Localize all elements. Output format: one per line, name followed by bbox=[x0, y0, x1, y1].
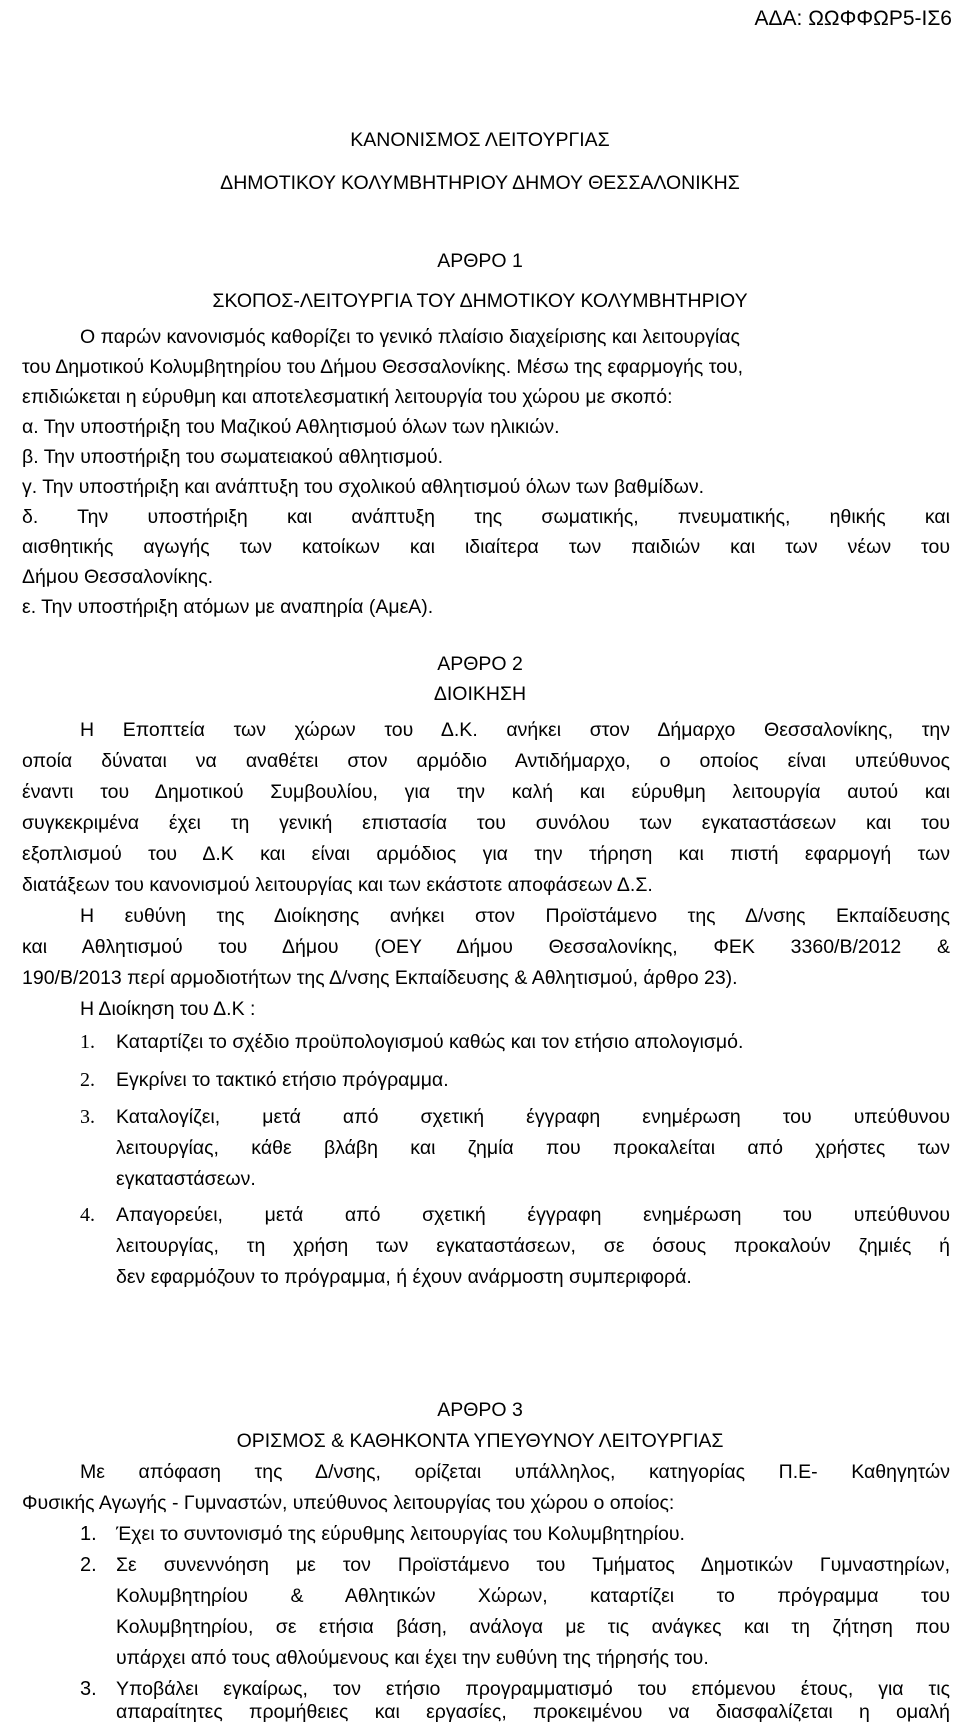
article-1-item-d: δ. Την υποστήριξη και ανάπτυξη της σωματικής, πνευματικής, ηθικής και bbox=[22, 506, 950, 528]
list-item-cont: λειτουργίας, τη χρήση των εγκαταστάσεων, σε όσους προκαλούν ζημιές ή bbox=[116, 1235, 950, 1257]
article-3-intro-line: Με απόφαση της Δ/νσης, ορίζεται υπάλληλος, κατηγορίας Π.Ε- Καθηγητών bbox=[80, 1461, 950, 1483]
list-number: 3. bbox=[80, 1106, 95, 1128]
list-item: Έχει το συντονισμό της εύρυθμης λειτουργίας του Κολυμβητηρίου. bbox=[116, 1523, 685, 1545]
article-2-admin-intro: Η Διοίκηση του Δ.Κ : bbox=[80, 998, 256, 1020]
list-item: Απαγορεύει, μετά από σχετική έγγραφη ενημέρωση του υπεύθυνου bbox=[116, 1204, 950, 1226]
article-1-item-b: β. Την υποστήριξη του σωματειακού αθλητισμού. bbox=[22, 446, 444, 468]
ada-code: ΑΔΑ: ΩΩΦΦΩΡ5-ΙΣ6 bbox=[754, 7, 952, 30]
article-3-intro-line: Φυσικής Αγωγής - Γυμναστών, υπεύθυνος λειτουργίας του χώρου ο οποίος: bbox=[22, 1492, 675, 1514]
list-item-cont: λειτουργίας, κάθε βλάβη και ζημία που προκαλείται από χρήστες των bbox=[116, 1137, 950, 1159]
list-item-cont: εγκαταστάσεων. bbox=[116, 1168, 256, 1190]
list-item: Καταρτίζει το σχέδιο προϋπολογισμού καθώς και τον ετήσιο απολογισμό. bbox=[116, 1031, 744, 1053]
list-number: 1. bbox=[80, 1523, 97, 1545]
article-1-subheading: ΣΚΟΠΟΣ-ΛΕΙΤΟΥΡΓΙΑ ΤΟΥ ΔΗΜΟΤΙΚΟΥ ΚΟΛΥΜΒΗΤΗΡΙΟΥ bbox=[212, 290, 748, 312]
article-1-heading: ΑΡΘΡΟ 1 bbox=[437, 250, 523, 272]
list-number: 2. bbox=[80, 1069, 95, 1091]
list-item-cont: Κολυμβητηρίου, σε ετήσια βάση, ανάλογα με τις ανάγκες και τη ζήτηση που bbox=[116, 1616, 950, 1638]
article-1-item-e: ε. Την υποστήριξη ατόμων με αναπηρία (ΑμεΑ). bbox=[22, 596, 434, 618]
article-3-subheading: ΟΡΙΣΜΟΣ & ΚΑΘΗΚΟΝΤΑ ΥΠΕΥΘΥΝΟΥ ΛΕΙΤΟΥΡΓΙΑΣ bbox=[236, 1430, 724, 1452]
article-2-paragraph-line: Η ευθύνη της Διοίκησης ανήκει στον Προϊστάμενο της Δ/νσης Εκπαίδευσης bbox=[80, 905, 950, 927]
article-1-line: Ο παρών κανονισμός καθορίζει το γενικό πλαίσιο διαχείρισης και λειτουργίας bbox=[80, 326, 740, 348]
list-item: Εγκρίνει το τακτικό ετήσιο πρόγραμμα. bbox=[116, 1069, 449, 1091]
list-item: Υποβάλει εγκαίρως, τον ετήσιο προγραμματισμό του επόμενου έτους, για τις bbox=[116, 1678, 950, 1700]
article-2-paragraph-line: και Αθλητισμού του Δήμου (ΟΕΥ Δήμου Θεσσαλονίκης, ΦΕΚ 3360/Β/2012 & bbox=[22, 936, 950, 958]
list-number: 4. bbox=[80, 1204, 95, 1226]
article-2-subheading: ΔΙΟΙΚΗΣΗ bbox=[433, 683, 527, 705]
article-2-paragraph-line: έναντι του Δημοτικού Συμβουλίου, για την καλή και εύρυθμη λειτουργία αυτού και bbox=[22, 781, 950, 803]
article-2-heading: ΑΡΘΡΟ 2 bbox=[437, 653, 523, 675]
document-subtitle: ΔΗΜΟΤΙΚΟΥ ΚΟΛΥΜΒΗΤΗΡΙΟΥ ΔΗΜΟΥ ΘΕΣΣΑΛΟΝΙΚΗΣ bbox=[220, 172, 740, 194]
list-item: Σε συνεννόηση με τον Προϊστάμενο του Τμήματος Δημοτικών Γυμναστηρίων, bbox=[116, 1554, 950, 1576]
list-number: 2. bbox=[80, 1554, 97, 1576]
article-1-line: του Δημοτικού Κολυμβητηρίου του Δήμου Θεσσαλονίκης. Μέσω της εφαρμογής του, bbox=[22, 356, 744, 378]
article-1-item-a: α. Την υποστήριξη του Μαζικού Αθλητισμού όλων των ηλικιών. bbox=[22, 416, 560, 438]
article-1-item-d-cont: αισθητικής αγωγής των κατοίκων και ιδιαίτερα των παιδιών και των νέων του bbox=[22, 536, 950, 558]
document-title: ΚΑΝΟΝΙΣΜΟΣ ΛΕΙΤΟΥΡΓΙΑΣ bbox=[350, 129, 610, 151]
article-2-paragraph-line: διατάξεων του κανονισμού λειτουργίας και των εκάστοτε αποφάσεων Δ.Σ. bbox=[22, 874, 653, 896]
article-3-heading: ΑΡΘΡΟ 3 bbox=[437, 1399, 523, 1421]
article-2-paragraph-line: Η Εποπτεία των χώρων του Δ.Κ. ανήκει στον Δήμαρχο Θεσσαλονίκης, την bbox=[80, 719, 950, 741]
article-2-paragraph-line: συγκεκριμένα έχει τη γενική επιστασία του συνόλου των εγκαταστάσεων και του bbox=[22, 812, 950, 834]
list-number: 3. bbox=[80, 1678, 97, 1700]
article-1-line: επιδιώκεται η εύρυθμη και αποτελεσματική λειτουργία του χώρου με σκοπό: bbox=[22, 386, 673, 408]
list-item-cont: απαραίτητες προμήθειες και εργασίες, προκειμένου να διασφαλίζεται η ομαλή bbox=[116, 1701, 950, 1723]
list-item-cont: υπάρχει από τους αθλούμενους και έχει την ευθύνη της τήρησής του. bbox=[116, 1647, 709, 1669]
article-1-item-d-cont: Δήμου Θεσσαλονίκης. bbox=[22, 566, 214, 588]
article-2-paragraph-line: 190/Β/2013 περί αρμοδιοτήτων της Δ/νσης Εκπαίδευσης & Αθλητισμού, άρθρο 23). bbox=[22, 967, 738, 989]
list-item-cont: Κολυμβητηρίου & Αθλητικών Χώρων, καταρτίζει το πρόγραμμα του bbox=[116, 1585, 950, 1607]
article-2-paragraph-line: εξοπλισμού του Δ.Κ και είναι αρμόδιος για την τήρηση και πιστή εφαρμογή των bbox=[22, 843, 950, 865]
list-number: 1. bbox=[80, 1031, 95, 1053]
article-1-item-c: γ. Την υποστήριξη και ανάπτυξη του σχολικού αθλητισμού όλων των βαθμίδων. bbox=[22, 476, 705, 498]
article-2-paragraph-line: οποία δύναται να αναθέτει στον αρμόδιο Αντιδήμαρχο, ο οποίος είναι υπεύθυνος bbox=[22, 750, 950, 772]
list-item: Καταλογίζει, μετά από σχετική έγγραφη ενημέρωση του υπεύθυνου bbox=[116, 1106, 950, 1128]
list-item-cont: δεν εφαρμόζουν το πρόγραμμα, ή έχουν ανάρμοστη συμπεριφορά. bbox=[116, 1266, 692, 1288]
